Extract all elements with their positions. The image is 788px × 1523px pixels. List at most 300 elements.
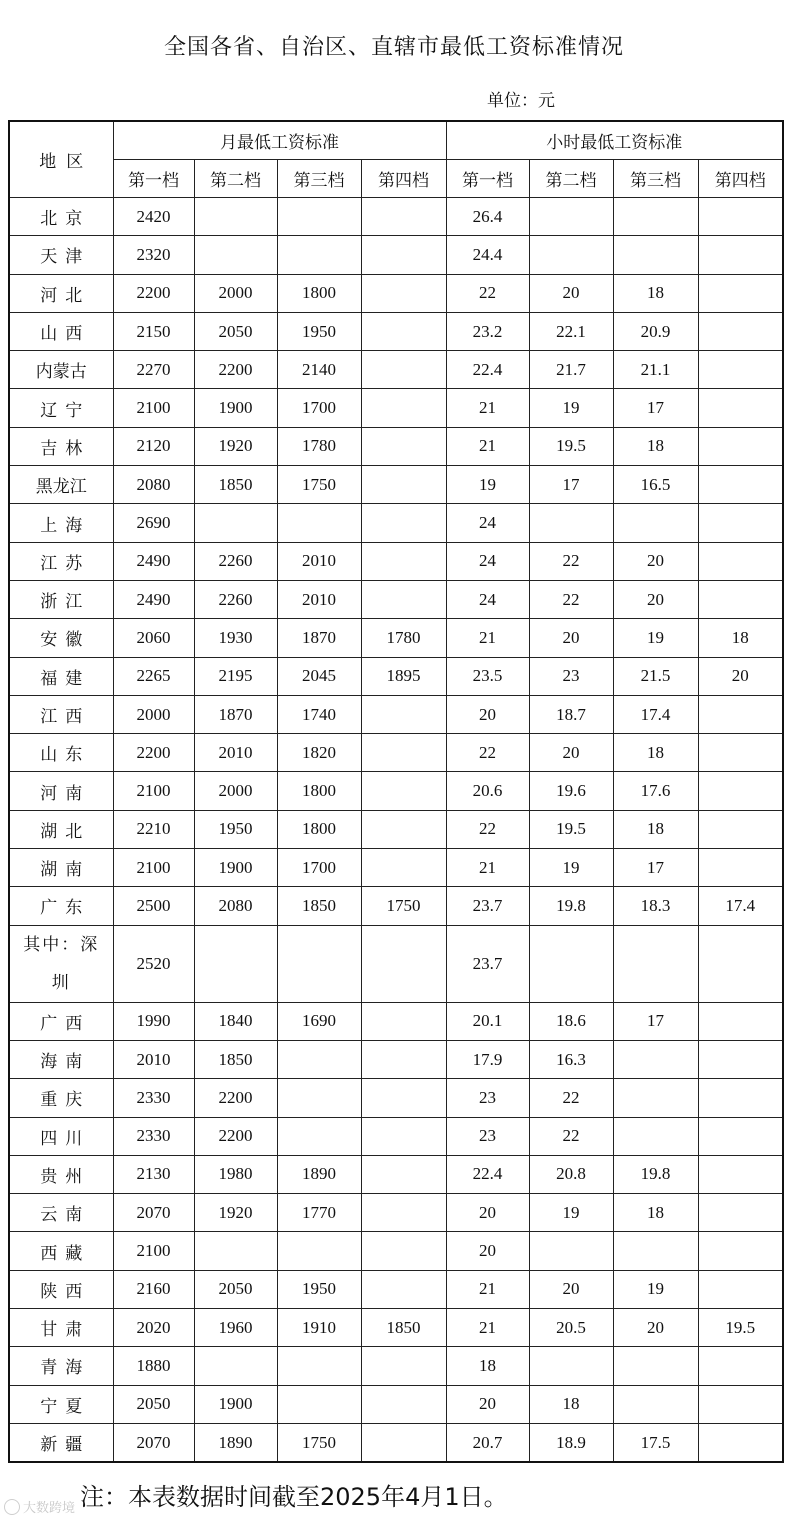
hourly-tier-1-cell: 22 bbox=[446, 810, 529, 848]
hourly-tier-2-cell: 19.8 bbox=[529, 887, 613, 925]
region-cell: 吉林 bbox=[9, 427, 113, 465]
monthly-tier-2-cell: 2260 bbox=[194, 580, 277, 618]
hourly-tier-1-cell: 22 bbox=[446, 274, 529, 312]
table-row bbox=[9, 734, 783, 772]
monthly-tier-4-cell bbox=[361, 504, 446, 542]
table-row bbox=[9, 1385, 783, 1423]
monthly-tier-3-cell bbox=[277, 1385, 361, 1423]
monthly-tier-3-cell: 1910 bbox=[277, 1309, 361, 1347]
hourly-tier-2-cell: 22 bbox=[529, 1117, 613, 1155]
monthly-tier-4-cell bbox=[361, 849, 446, 887]
region-cell: 湖南 bbox=[9, 849, 113, 887]
hourly-tier-3-cell bbox=[613, 504, 698, 542]
hourly-tier-1-cell: 21 bbox=[446, 619, 529, 657]
monthly-tier-3-cell bbox=[277, 1079, 361, 1117]
table-row bbox=[9, 1040, 783, 1078]
table-row bbox=[9, 198, 783, 236]
table-row bbox=[9, 389, 783, 427]
monthly-tier-2-cell: 2260 bbox=[194, 542, 277, 580]
monthly-tier-1-cell: 2160 bbox=[113, 1270, 194, 1308]
hourly-tier-1-cell: 23 bbox=[446, 1117, 529, 1155]
hourly-tier-2-cell bbox=[529, 504, 613, 542]
monthly-tier-2-cell bbox=[194, 504, 277, 542]
hourly-tier-1-cell: 21 bbox=[446, 1309, 529, 1347]
monthly-tier-1-cell: 2320 bbox=[113, 236, 194, 274]
monthly-tier-3-cell bbox=[277, 925, 361, 1002]
hourly-tier-4-header: 第四档 bbox=[698, 160, 783, 198]
monthly-tier-1-header: 第一档 bbox=[113, 160, 194, 198]
region-cell: 广西 bbox=[9, 1002, 113, 1040]
region-cell: 广东 bbox=[9, 887, 113, 925]
monthly-tier-2-cell: 2010 bbox=[194, 734, 277, 772]
watermark-text: 大数跨境 bbox=[23, 1501, 76, 1516]
hourly-tier-2-cell: 19 bbox=[529, 1194, 613, 1232]
monthly-tier-3-cell: 1800 bbox=[277, 274, 361, 312]
hourly-tier-2-cell: 22.1 bbox=[529, 312, 613, 350]
table-row bbox=[9, 427, 783, 465]
monthly-tier-4-cell bbox=[361, 466, 446, 504]
monthly-tier-4-cell: 1750 bbox=[361, 887, 446, 925]
monthly-tier-1-cell: 2330 bbox=[113, 1079, 194, 1117]
monthly-tier-2-header: 第二档 bbox=[194, 160, 277, 198]
region-cell: 内蒙古 bbox=[9, 351, 113, 389]
table-row bbox=[9, 772, 783, 810]
monthly-tier-1-cell: 1990 bbox=[113, 1002, 194, 1040]
monthly-tier-1-cell: 2200 bbox=[113, 274, 194, 312]
table-row bbox=[9, 1117, 783, 1155]
monthly-tier-1-cell: 2100 bbox=[113, 1232, 194, 1270]
region-cell: 四川 bbox=[9, 1117, 113, 1155]
monthly-tier-3-cell: 2010 bbox=[277, 542, 361, 580]
hourly-tier-2-cell: 19.5 bbox=[529, 810, 613, 848]
hourly-tier-1-cell: 19 bbox=[446, 466, 529, 504]
hourly-tier-4-cell bbox=[698, 198, 783, 236]
hourly-tier-4-cell bbox=[698, 274, 783, 312]
monthly-tier-3-cell: 1850 bbox=[277, 887, 361, 925]
hourly-tier-1-cell: 22.4 bbox=[446, 351, 529, 389]
hourly-tier-4-cell bbox=[698, 1194, 783, 1232]
hourly-tier-2-cell bbox=[529, 236, 613, 274]
monthly-tier-1-cell: 2490 bbox=[113, 542, 194, 580]
hourly-tier-1-cell: 20 bbox=[446, 1385, 529, 1423]
hourly-tier-2-cell: 20 bbox=[529, 274, 613, 312]
hourly-tier-2-cell: 23 bbox=[529, 657, 613, 695]
region-cell: 山西 bbox=[9, 312, 113, 350]
hourly-tier-2-cell: 22 bbox=[529, 1079, 613, 1117]
monthly-tier-2-cell: 1930 bbox=[194, 619, 277, 657]
hourly-tier-1-cell: 20.6 bbox=[446, 772, 529, 810]
hourly-tier-3-cell: 18 bbox=[613, 810, 698, 848]
table-row bbox=[9, 925, 783, 1002]
hourly-tier-4-cell: 18 bbox=[698, 619, 783, 657]
hourly-tier-4-cell bbox=[698, 810, 783, 848]
monthly-tier-2-cell bbox=[194, 1232, 277, 1270]
hourly-tier-3-cell: 17 bbox=[613, 1002, 698, 1040]
monthly-tier-1-cell: 2100 bbox=[113, 772, 194, 810]
monthly-tier-2-cell: 2000 bbox=[194, 274, 277, 312]
monthly-tier-2-cell: 2195 bbox=[194, 657, 277, 695]
monthly-tier-2-cell bbox=[194, 925, 277, 1002]
hourly-tier-4-cell bbox=[698, 695, 783, 733]
hourly-tier-1-cell: 26.4 bbox=[446, 198, 529, 236]
unit-label: 单位：元 bbox=[487, 91, 555, 111]
monthly-tier-2-cell: 2000 bbox=[194, 772, 277, 810]
monthly-tier-1-cell: 2120 bbox=[113, 427, 194, 465]
hourly-tier-3-cell: 18 bbox=[613, 1194, 698, 1232]
monthly-tier-1-cell: 2520 bbox=[113, 925, 194, 1002]
table-row bbox=[9, 504, 783, 542]
monthly-tier-4-cell: 1895 bbox=[361, 657, 446, 695]
hourly-tier-2-cell: 20 bbox=[529, 619, 613, 657]
hourly-tier-4-cell bbox=[698, 1232, 783, 1270]
hourly-tier-2-cell: 18 bbox=[529, 1385, 613, 1423]
hourly-tier-3-cell bbox=[613, 236, 698, 274]
hourly-tier-3-cell: 20.9 bbox=[613, 312, 698, 350]
hourly-tier-3-cell: 18 bbox=[613, 274, 698, 312]
hourly-tier-2-cell bbox=[529, 925, 613, 1002]
monthly-tier-4-cell bbox=[361, 1155, 446, 1193]
monthly-tier-2-cell: 2200 bbox=[194, 351, 277, 389]
monthly-tier-4-cell bbox=[361, 542, 446, 580]
monthly-tier-1-cell: 2100 bbox=[113, 849, 194, 887]
hourly-tier-4-cell bbox=[698, 351, 783, 389]
hourly-tier-4-cell: 17.4 bbox=[698, 887, 783, 925]
hourly-tier-1-cell: 23.5 bbox=[446, 657, 529, 695]
hourly-tier-1-cell: 24 bbox=[446, 542, 529, 580]
hourly-tier-1-cell: 23 bbox=[446, 1079, 529, 1117]
monthly-tier-2-cell: 1870 bbox=[194, 695, 277, 733]
hourly-tier-4-cell bbox=[698, 772, 783, 810]
region-cell: 安徽 bbox=[9, 619, 113, 657]
monthly-tier-1-cell: 2070 bbox=[113, 1423, 194, 1462]
hourly-tier-3-cell: 20 bbox=[613, 1309, 698, 1347]
hourly-tier-3-cell: 21.5 bbox=[613, 657, 698, 695]
region-column-header: 地区 bbox=[9, 121, 113, 198]
watermark bbox=[4, 1497, 75, 1516]
hourly-tier-4-cell bbox=[698, 1385, 783, 1423]
hourly-tier-3-cell: 21.1 bbox=[613, 351, 698, 389]
hourly-tier-1-cell: 21 bbox=[446, 849, 529, 887]
hourly-tier-3-cell: 17 bbox=[613, 849, 698, 887]
monthly-tier-1-cell: 2270 bbox=[113, 351, 194, 389]
hourly-group-header: 小时最低工资标准 bbox=[446, 121, 783, 160]
hourly-tier-2-cell bbox=[529, 1347, 613, 1385]
monthly-tier-4-cell bbox=[361, 1347, 446, 1385]
monthly-tier-3-cell: 1950 bbox=[277, 1270, 361, 1308]
table-row bbox=[9, 1002, 783, 1040]
monthly-tier-3-header: 第三档 bbox=[277, 160, 361, 198]
region-cell: 陕西 bbox=[9, 1270, 113, 1308]
region-cell: 河南 bbox=[9, 772, 113, 810]
monthly-tier-2-cell: 1980 bbox=[194, 1155, 277, 1193]
table-row bbox=[9, 887, 783, 925]
hourly-tier-4-cell bbox=[698, 542, 783, 580]
hourly-tier-3-cell: 20 bbox=[613, 542, 698, 580]
region-cell: 青海 bbox=[9, 1347, 113, 1385]
monthly-tier-3-cell: 1700 bbox=[277, 849, 361, 887]
monthly-tier-3-cell: 1770 bbox=[277, 1194, 361, 1232]
hourly-tier-3-cell bbox=[613, 1117, 698, 1155]
footnote: 注：本表数据时间截至2025年4月1日。 bbox=[80, 1483, 508, 1511]
hourly-tier-2-cell: 18.7 bbox=[529, 695, 613, 733]
region-cell: 宁夏 bbox=[9, 1385, 113, 1423]
monthly-tier-1-cell: 1880 bbox=[113, 1347, 194, 1385]
hourly-tier-2-cell: 20.8 bbox=[529, 1155, 613, 1193]
hourly-tier-3-header: 第三档 bbox=[613, 160, 698, 198]
monthly-tier-2-cell: 1900 bbox=[194, 1385, 277, 1423]
monthly-tier-3-cell: 1800 bbox=[277, 772, 361, 810]
monthly-tier-3-cell: 1950 bbox=[277, 312, 361, 350]
monthly-tier-3-cell: 1750 bbox=[277, 1423, 361, 1462]
hourly-tier-4-cell bbox=[698, 1270, 783, 1308]
table-row bbox=[9, 695, 783, 733]
monthly-tier-3-cell bbox=[277, 504, 361, 542]
monthly-tier-4-cell bbox=[361, 1194, 446, 1232]
hourly-tier-4-cell bbox=[698, 466, 783, 504]
table-row bbox=[9, 1309, 783, 1347]
table-row bbox=[9, 810, 783, 848]
monthly-tier-4-cell bbox=[361, 1040, 446, 1078]
hourly-tier-3-cell bbox=[613, 1347, 698, 1385]
header-row-tiers bbox=[9, 160, 783, 198]
hourly-tier-2-cell: 20 bbox=[529, 734, 613, 772]
region-cell: 贵州 bbox=[9, 1155, 113, 1193]
monthly-tier-3-cell: 1820 bbox=[277, 734, 361, 772]
monthly-tier-4-cell bbox=[361, 351, 446, 389]
monthly-tier-2-cell bbox=[194, 1347, 277, 1385]
hourly-tier-4-cell bbox=[698, 580, 783, 618]
hourly-tier-4-cell bbox=[698, 504, 783, 542]
region-cell: 西藏 bbox=[9, 1232, 113, 1270]
hourly-tier-4-cell bbox=[698, 1040, 783, 1078]
hourly-tier-3-cell: 16.5 bbox=[613, 466, 698, 504]
monthly-tier-2-cell: 1840 bbox=[194, 1002, 277, 1040]
monthly-tier-4-cell bbox=[361, 1270, 446, 1308]
monthly-tier-1-cell: 2150 bbox=[113, 312, 194, 350]
hourly-tier-3-cell bbox=[613, 1232, 698, 1270]
monthly-tier-1-cell: 2020 bbox=[113, 1309, 194, 1347]
hourly-tier-2-cell bbox=[529, 198, 613, 236]
table-row bbox=[9, 580, 783, 618]
monthly-tier-2-cell: 2080 bbox=[194, 887, 277, 925]
hourly-tier-1-cell: 23.7 bbox=[446, 887, 529, 925]
hourly-tier-1-cell: 20.1 bbox=[446, 1002, 529, 1040]
hourly-tier-1-cell: 17.9 bbox=[446, 1040, 529, 1078]
monthly-tier-3-cell: 2140 bbox=[277, 351, 361, 389]
hourly-tier-3-cell bbox=[613, 925, 698, 1002]
region-cell: 山东 bbox=[9, 734, 113, 772]
table-row bbox=[9, 466, 783, 504]
monthly-tier-3-cell: 1800 bbox=[277, 810, 361, 848]
monthly-tier-1-cell: 2200 bbox=[113, 734, 194, 772]
hourly-tier-3-cell: 19.8 bbox=[613, 1155, 698, 1193]
monthly-tier-3-cell: 1870 bbox=[277, 619, 361, 657]
hourly-tier-1-cell: 21 bbox=[446, 389, 529, 427]
region-cell: 云南 bbox=[9, 1194, 113, 1232]
hourly-tier-2-cell: 22 bbox=[529, 580, 613, 618]
hourly-tier-4-cell bbox=[698, 1347, 783, 1385]
monthly-tier-2-cell: 1920 bbox=[194, 1194, 277, 1232]
monthly-tier-2-cell: 1960 bbox=[194, 1309, 277, 1347]
monthly-tier-2-cell: 2050 bbox=[194, 312, 277, 350]
monthly-tier-1-cell: 2210 bbox=[113, 810, 194, 848]
hourly-tier-2-cell: 18.9 bbox=[529, 1423, 613, 1462]
table-body bbox=[9, 198, 783, 1463]
hourly-tier-1-cell: 24.4 bbox=[446, 236, 529, 274]
monthly-tier-4-cell bbox=[361, 1117, 446, 1155]
hourly-tier-2-cell: 18.6 bbox=[529, 1002, 613, 1040]
table-row bbox=[9, 351, 783, 389]
monthly-tier-4-cell bbox=[361, 1385, 446, 1423]
monthly-tier-2-cell: 2050 bbox=[194, 1270, 277, 1308]
hourly-tier-3-cell: 18.3 bbox=[613, 887, 698, 925]
table-row bbox=[9, 657, 783, 695]
hourly-tier-3-cell: 18 bbox=[613, 427, 698, 465]
table-row bbox=[9, 1232, 783, 1270]
hourly-tier-2-header: 第二档 bbox=[529, 160, 613, 198]
hourly-tier-2-cell: 20 bbox=[529, 1270, 613, 1308]
hourly-tier-3-cell: 17.6 bbox=[613, 772, 698, 810]
monthly-tier-3-cell bbox=[277, 1232, 361, 1270]
monthly-tier-2-cell: 1920 bbox=[194, 427, 277, 465]
monthly-tier-2-cell bbox=[194, 236, 277, 274]
region-cell: 天津 bbox=[9, 236, 113, 274]
region-cell: 湖北 bbox=[9, 810, 113, 848]
table-row bbox=[9, 312, 783, 350]
hourly-tier-3-cell: 19 bbox=[613, 1270, 698, 1308]
monthly-tier-4-cell bbox=[361, 734, 446, 772]
monthly-tier-4-cell bbox=[361, 198, 446, 236]
monthly-tier-3-cell bbox=[277, 198, 361, 236]
monthly-tier-1-cell: 2330 bbox=[113, 1117, 194, 1155]
hourly-tier-1-header: 第一档 bbox=[446, 160, 529, 198]
hourly-tier-2-cell: 19.6 bbox=[529, 772, 613, 810]
hourly-tier-3-cell: 17 bbox=[613, 389, 698, 427]
monthly-tier-1-cell: 2100 bbox=[113, 389, 194, 427]
table-row bbox=[9, 542, 783, 580]
monthly-tier-3-cell bbox=[277, 1117, 361, 1155]
monthly-tier-4-cell bbox=[361, 772, 446, 810]
monthly-tier-2-cell: 1900 bbox=[194, 849, 277, 887]
monthly-tier-3-cell: 1740 bbox=[277, 695, 361, 733]
monthly-tier-1-cell: 2080 bbox=[113, 466, 194, 504]
hourly-tier-2-cell: 21.7 bbox=[529, 351, 613, 389]
monthly-tier-4-cell bbox=[361, 1423, 446, 1462]
hourly-tier-4-cell bbox=[698, 1423, 783, 1462]
region-cell: 江苏 bbox=[9, 542, 113, 580]
monthly-tier-4-cell: 1780 bbox=[361, 619, 446, 657]
monthly-tier-3-cell bbox=[277, 236, 361, 274]
hourly-tier-2-cell: 20.5 bbox=[529, 1309, 613, 1347]
monthly-tier-2-cell: 2200 bbox=[194, 1079, 277, 1117]
hourly-tier-2-cell: 17 bbox=[529, 466, 613, 504]
region-cell: 辽宁 bbox=[9, 389, 113, 427]
monthly-tier-1-cell: 2690 bbox=[113, 504, 194, 542]
region-cell: 上海 bbox=[9, 504, 113, 542]
region-cell: 福建 bbox=[9, 657, 113, 695]
watermark-logo-icon bbox=[4, 1499, 20, 1515]
region-cell: 海南 bbox=[9, 1040, 113, 1078]
table-row bbox=[9, 1270, 783, 1308]
monthly-tier-4-cell bbox=[361, 389, 446, 427]
monthly-tier-2-cell: 2200 bbox=[194, 1117, 277, 1155]
hourly-tier-1-cell: 23.2 bbox=[446, 312, 529, 350]
hourly-tier-3-cell bbox=[613, 1385, 698, 1423]
monthly-tier-1-cell: 2010 bbox=[113, 1040, 194, 1078]
monthly-tier-2-cell: 1890 bbox=[194, 1423, 277, 1462]
hourly-tier-2-cell: 19 bbox=[529, 849, 613, 887]
monthly-tier-4-header: 第四档 bbox=[361, 160, 446, 198]
hourly-tier-3-cell bbox=[613, 198, 698, 236]
hourly-tier-3-cell bbox=[613, 1079, 698, 1117]
hourly-tier-2-cell: 19 bbox=[529, 389, 613, 427]
monthly-tier-4-cell bbox=[361, 312, 446, 350]
hourly-tier-1-cell: 21 bbox=[446, 427, 529, 465]
table-row bbox=[9, 1155, 783, 1193]
monthly-tier-4-cell bbox=[361, 925, 446, 1002]
hourly-tier-1-cell: 20 bbox=[446, 1194, 529, 1232]
monthly-tier-3-cell: 1890 bbox=[277, 1155, 361, 1193]
hourly-tier-1-cell: 22.4 bbox=[446, 1155, 529, 1193]
table-row bbox=[9, 1347, 783, 1385]
hourly-tier-1-cell: 20 bbox=[446, 1232, 529, 1270]
monthly-tier-4-cell: 1850 bbox=[361, 1309, 446, 1347]
monthly-tier-1-cell: 2000 bbox=[113, 695, 194, 733]
hourly-tier-4-cell bbox=[698, 1079, 783, 1117]
hourly-tier-4-cell bbox=[698, 1155, 783, 1193]
monthly-tier-2-cell: 1900 bbox=[194, 389, 277, 427]
monthly-tier-1-cell: 2130 bbox=[113, 1155, 194, 1193]
region-cell: 河北 bbox=[9, 274, 113, 312]
hourly-tier-4-cell bbox=[698, 312, 783, 350]
hourly-tier-2-cell: 19.5 bbox=[529, 427, 613, 465]
monthly-tier-3-cell: 1750 bbox=[277, 466, 361, 504]
hourly-tier-4-cell: 20 bbox=[698, 657, 783, 695]
hourly-tier-1-cell: 20.7 bbox=[446, 1423, 529, 1462]
hourly-tier-2-cell bbox=[529, 1232, 613, 1270]
hourly-tier-2-cell: 16.3 bbox=[529, 1040, 613, 1078]
hourly-tier-3-cell: 20 bbox=[613, 580, 698, 618]
hourly-tier-4-cell bbox=[698, 734, 783, 772]
hourly-tier-1-cell: 24 bbox=[446, 504, 529, 542]
hourly-tier-3-cell: 19 bbox=[613, 619, 698, 657]
table-row bbox=[9, 619, 783, 657]
monthly-tier-3-cell bbox=[277, 1040, 361, 1078]
monthly-tier-3-cell: 1780 bbox=[277, 427, 361, 465]
hourly-tier-4-cell bbox=[698, 427, 783, 465]
hourly-tier-1-cell: 20 bbox=[446, 695, 529, 733]
monthly-tier-1-cell: 2500 bbox=[113, 887, 194, 925]
hourly-tier-1-cell: 21 bbox=[446, 1270, 529, 1308]
region-cell: 浙江 bbox=[9, 580, 113, 618]
monthly-tier-1-cell: 2050 bbox=[113, 1385, 194, 1423]
monthly-tier-4-cell bbox=[361, 580, 446, 618]
region-cell: 新疆 bbox=[9, 1423, 113, 1462]
hourly-tier-4-cell bbox=[698, 1002, 783, 1040]
region-cell: 重庆 bbox=[9, 1079, 113, 1117]
monthly-tier-4-cell bbox=[361, 274, 446, 312]
hourly-tier-2-cell: 22 bbox=[529, 542, 613, 580]
table-row bbox=[9, 1423, 783, 1462]
monthly-tier-2-cell: 1850 bbox=[194, 1040, 277, 1078]
table-row bbox=[9, 849, 783, 887]
monthly-tier-3-cell bbox=[277, 1347, 361, 1385]
monthly-tier-3-cell: 1690 bbox=[277, 1002, 361, 1040]
monthly-tier-2-cell: 1850 bbox=[194, 466, 277, 504]
monthly-tier-4-cell bbox=[361, 810, 446, 848]
monthly-tier-2-cell bbox=[194, 198, 277, 236]
hourly-tier-3-cell: 17.5 bbox=[613, 1423, 698, 1462]
